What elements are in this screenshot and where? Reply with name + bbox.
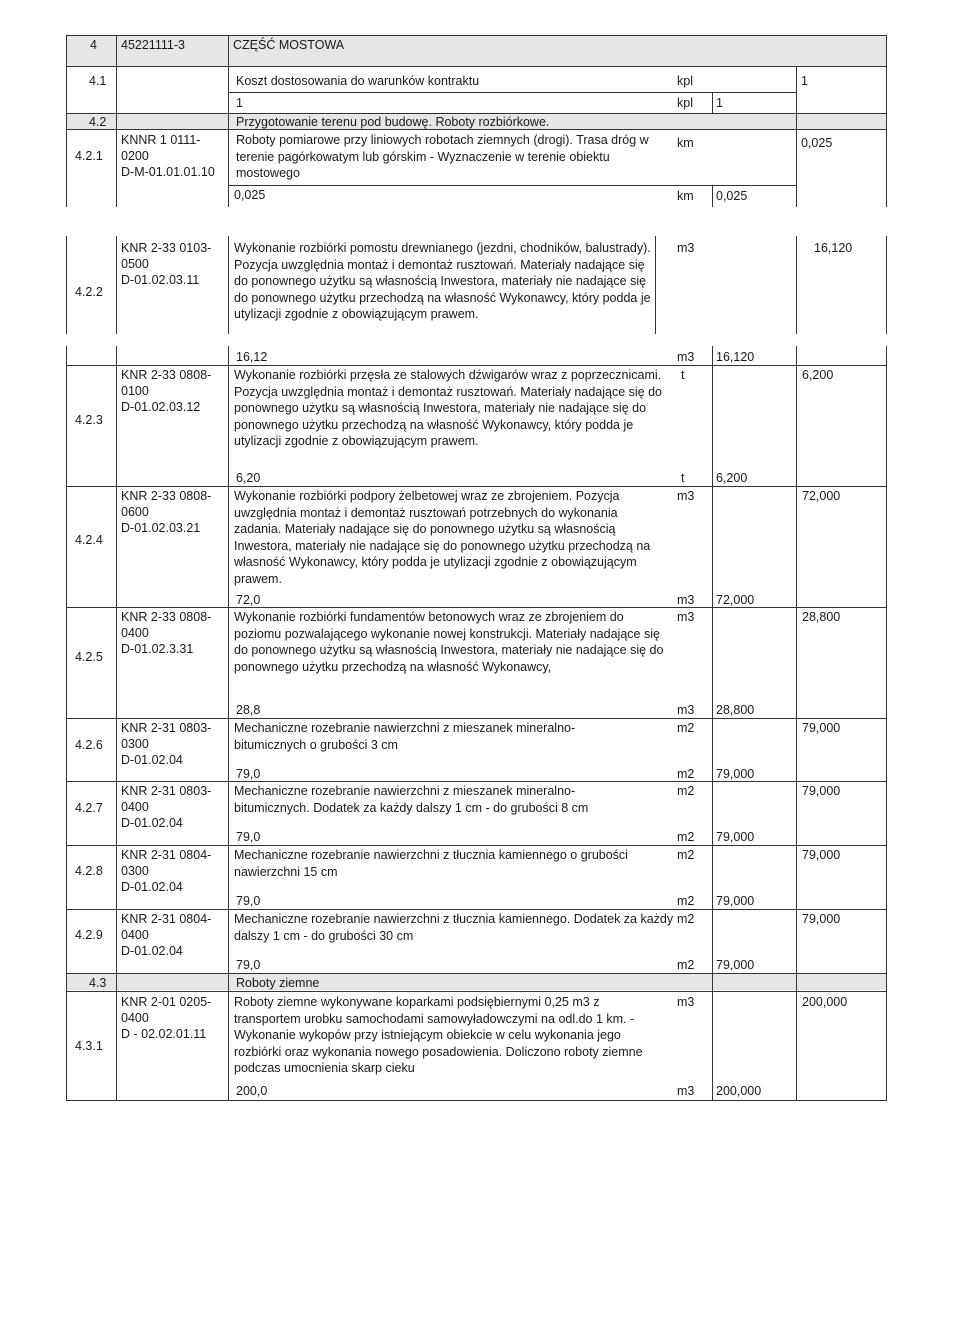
rule	[66, 346, 67, 1101]
calc-unit: m3	[677, 703, 695, 717]
item-description: Mechaniczne rozebranie nawierzchni z tłucznia kamiennego o grubości nawierzchni 15 cm	[234, 848, 628, 879]
item-quantity: 72,000	[802, 489, 841, 503]
calc-unit: m3	[677, 350, 695, 364]
item-quantity: 28,800	[802, 610, 841, 624]
rule	[66, 973, 887, 974]
item-unit: m2	[677, 912, 695, 926]
item-unit: m2	[677, 721, 695, 735]
item-code: KNR 2-33 0103- 0500 D-01.02.03.11	[121, 241, 212, 287]
rule	[886, 346, 887, 1101]
item-unit: t	[681, 368, 685, 382]
calc-quantity: 200,000	[716, 1084, 762, 1098]
item-unit: kpl	[677, 74, 693, 88]
calc-quantity: 79,000	[716, 894, 755, 908]
rule	[66, 35, 887, 36]
item-number: 4.2.6	[75, 738, 103, 752]
item-quantity: 79,000	[802, 721, 841, 735]
rule	[712, 346, 713, 1101]
item-quantity: 16,120	[814, 241, 853, 255]
item-number: 4.2.2	[75, 285, 103, 299]
calc-expression: 79,0	[236, 830, 261, 844]
calc-unit: m2	[677, 767, 695, 781]
rule	[796, 236, 797, 334]
calc-expression: 1	[236, 96, 243, 110]
rule	[228, 346, 229, 1101]
rule	[228, 35, 229, 207]
calc-expression: 28,8	[236, 703, 261, 717]
calc-expression: 200,0	[236, 1084, 268, 1098]
item-description: Wykonanie rozbiórki pomostu drewnianego (jezdni, chodników, balustrady). Pozycja uwzględnia montaż i demontaż rusztowań. Materiały nadające się do ponownego użytku są własnością Inwestora, materiały nie nadające się do ponownego użytku przechodzą na własność Wykonawcy, który podda je utylizacji zgodnie z obowiązującym prawem.	[234, 241, 651, 321]
calc-expression: 72,0	[236, 593, 261, 607]
item-code: KNR 2-33 0808- 0400 D-01.02.3.31	[121, 610, 212, 656]
calc-expression: 79,0	[236, 894, 261, 908]
calc-quantity: 79,000	[716, 767, 755, 781]
rule	[66, 781, 887, 782]
rule	[116, 35, 117, 207]
item-description: Roboty pomiarowe przy liniowych robotach ziemnych (drogi). Trasa dróg w terenie pagórkowatym lub górskim - Wyznaczenie w terenie obiektu mostowego	[236, 133, 649, 180]
item-unit: m2	[677, 848, 695, 862]
calc-quantity: 72,000	[716, 593, 755, 607]
item-unit: m3	[677, 610, 695, 624]
rule	[66, 236, 67, 334]
rule	[66, 486, 887, 487]
item-number: 4.2.4	[75, 533, 103, 547]
rule	[796, 66, 797, 207]
rule	[66, 35, 67, 207]
rule	[116, 346, 117, 1101]
section-4-3-band	[66, 974, 887, 990]
item-code: KNR 2-01 0205- 0400 D - 02.02.01.11	[121, 995, 212, 1041]
calc-unit: kpl	[677, 96, 693, 110]
item-code: KNR 2-31 0803- 0400 D-01.02.04	[121, 784, 212, 830]
calc-quantity: 79,000	[716, 830, 755, 844]
rule	[712, 92, 713, 113]
item-description: Mechaniczne rozebranie nawierzchni z mieszanek mineralno-bitumicznych o grubości 3 cm	[234, 721, 576, 752]
item-number: 4.2.7	[75, 801, 103, 815]
calc-quantity: 79,000	[716, 958, 755, 972]
calc-quantity: 1	[716, 96, 723, 110]
calc-unit: km	[677, 189, 694, 203]
section-code: 45221111-3	[121, 38, 185, 52]
item-description: Wykonanie rozbiórki przęsła ze stalowych dźwigarów wraz z poprzecznicami. Pozycja uwzględnia montaż i demontaż rusztowań. Materiały nadające się do ponownego użytku są własnością Inwestora, materiały nie nadające się do ponownego użytku przechodzą na własność Wykonawcy, który podda je utylizacji zgodnie z obowiązującym prawem.	[234, 368, 663, 448]
section-number: 4.3	[89, 976, 107, 990]
item-unit: m3	[677, 241, 695, 255]
item-quantity: 79,000	[802, 848, 841, 862]
item-number: 4.1	[89, 74, 107, 88]
rule	[66, 845, 887, 846]
item-quantity: 79,000	[802, 784, 841, 798]
rule	[796, 346, 797, 1101]
rule	[655, 236, 656, 334]
section-4-band	[66, 36, 887, 66]
calc-expression: 0,025	[234, 188, 266, 202]
item-unit: m2	[677, 784, 695, 798]
section-title: Przygotowanie terenu pod budowę. Roboty rozbiórkowe.	[236, 115, 550, 129]
rule	[66, 909, 887, 910]
calc-unit: m3	[677, 1084, 695, 1098]
section-title: CZĘŚĆ MOSTOWA	[233, 38, 345, 52]
rule	[228, 92, 796, 93]
calc-quantity: 6,200	[716, 471, 748, 485]
item-number: 4.2.3	[75, 413, 103, 427]
rule	[228, 236, 229, 334]
rule	[66, 66, 887, 67]
calc-quantity: 0,025	[716, 189, 748, 203]
item-description: Wykonanie rozbiórki fundamentów betonowych wraz ze zbrojeniem do poziomu pozwalającego wykonanie nowej konstrukcji. Materiały nadające się do ponownego użytku są własnością Inwestora, materiały nie nadające się do ponownego użytku przechodzą na własność Wykonawcy,	[234, 610, 664, 674]
item-description: Wykonanie rozbiórki podpory żelbetowej wraz ze zbrojeniem. Pozycja uwzględnia montaż i demontaż rusztowań potrzebnych do wykonania zadania. Materiały nadające się do ponownego użytku są własnością Inwestora, materiały nie nadające się do ponownego użytku przechodzą na własność Wykonawcy, który podda je utylizacji zgodnie z obowiązującym prawem.	[234, 489, 651, 586]
calc-unit: m2	[677, 958, 695, 972]
item-number: 4.2.8	[75, 864, 103, 878]
item-description: Koszt dostosowania do warunków kontraktu	[236, 74, 480, 88]
item-code: KNR 2-33 0808- 0600 D-01.02.03.21	[121, 489, 212, 535]
rule	[66, 991, 887, 992]
rule	[886, 236, 887, 334]
rule	[66, 718, 887, 719]
item-number: 4.2.9	[75, 928, 103, 942]
item-quantity: 0,025	[801, 136, 833, 150]
rule	[116, 236, 117, 334]
calc-quantity: 28,800	[716, 703, 755, 717]
section-number: 4.2	[89, 115, 107, 129]
calc-unit: m3	[677, 593, 695, 607]
item-quantity: 6,200	[802, 368, 834, 382]
calc-expression: 79,0	[236, 958, 261, 972]
calc-expression: 79,0	[236, 767, 261, 781]
item-unit: m3	[677, 489, 695, 503]
calc-expression: 6,20	[236, 471, 261, 485]
calc-unit: m2	[677, 830, 695, 844]
rule	[228, 185, 796, 186]
item-code: KNR 2-31 0803- 0300 D-01.02.04	[121, 721, 212, 767]
calc-unit: t	[681, 471, 685, 485]
item-quantity: 200,000	[802, 995, 848, 1009]
section-number: 4	[90, 38, 97, 52]
item-quantity: 1	[801, 74, 808, 88]
item-number: 4.2.5	[75, 650, 103, 664]
rule	[712, 185, 713, 207]
rule	[66, 1100, 887, 1101]
rule	[886, 35, 887, 207]
item-quantity: 79,000	[802, 912, 841, 926]
item-description: Mechaniczne rozebranie nawierzchni z mieszanek mineralno-bitumicznych. Dodatek za każdy dalszy 1 cm - do grubości 8 cm	[234, 784, 589, 815]
item-description: Mechaniczne rozebranie nawierzchni z tłucznia kamiennego. Dodatek za każdy dalszy 1 cm - do grubości 30 cm	[234, 912, 674, 943]
item-number: 4.3.1	[75, 1039, 103, 1053]
section-title: Roboty ziemne	[236, 976, 320, 990]
calc-quantity: 16,120	[716, 350, 755, 364]
item-unit: m3	[677, 995, 695, 1009]
item-code: KNR 2-31 0804- 0400 D-01.02.04	[121, 912, 212, 958]
item-code: KNR 2-31 0804- 0300 D-01.02.04	[121, 848, 212, 894]
item-description: Roboty ziemne wykonywane koparkami podsiębiernymi 0,25 m3 z transportem urobku samochodami samowyładowczymi na odl.do 1 km. - Wykonanie wykopów przy istniejącym obiekcie w celu wykonania jego rozbiórki oraz wykonania nowego posadowienia. Doliczono roboty ziemne podczas umocnienia skarp cieku	[234, 995, 643, 1075]
item-unit: km	[677, 136, 694, 150]
item-code: KNR 2-33 0808- 0100 D-01.02.03.12	[121, 368, 212, 414]
item-number: 4.2.1	[75, 149, 103, 163]
item-code: KNNR 1 0111- 0200 D-M-01.01.01.10	[121, 133, 215, 179]
calc-unit: m2	[677, 894, 695, 908]
calc-expression: 16,12	[236, 350, 268, 364]
rule	[66, 365, 887, 366]
rule	[66, 607, 887, 608]
